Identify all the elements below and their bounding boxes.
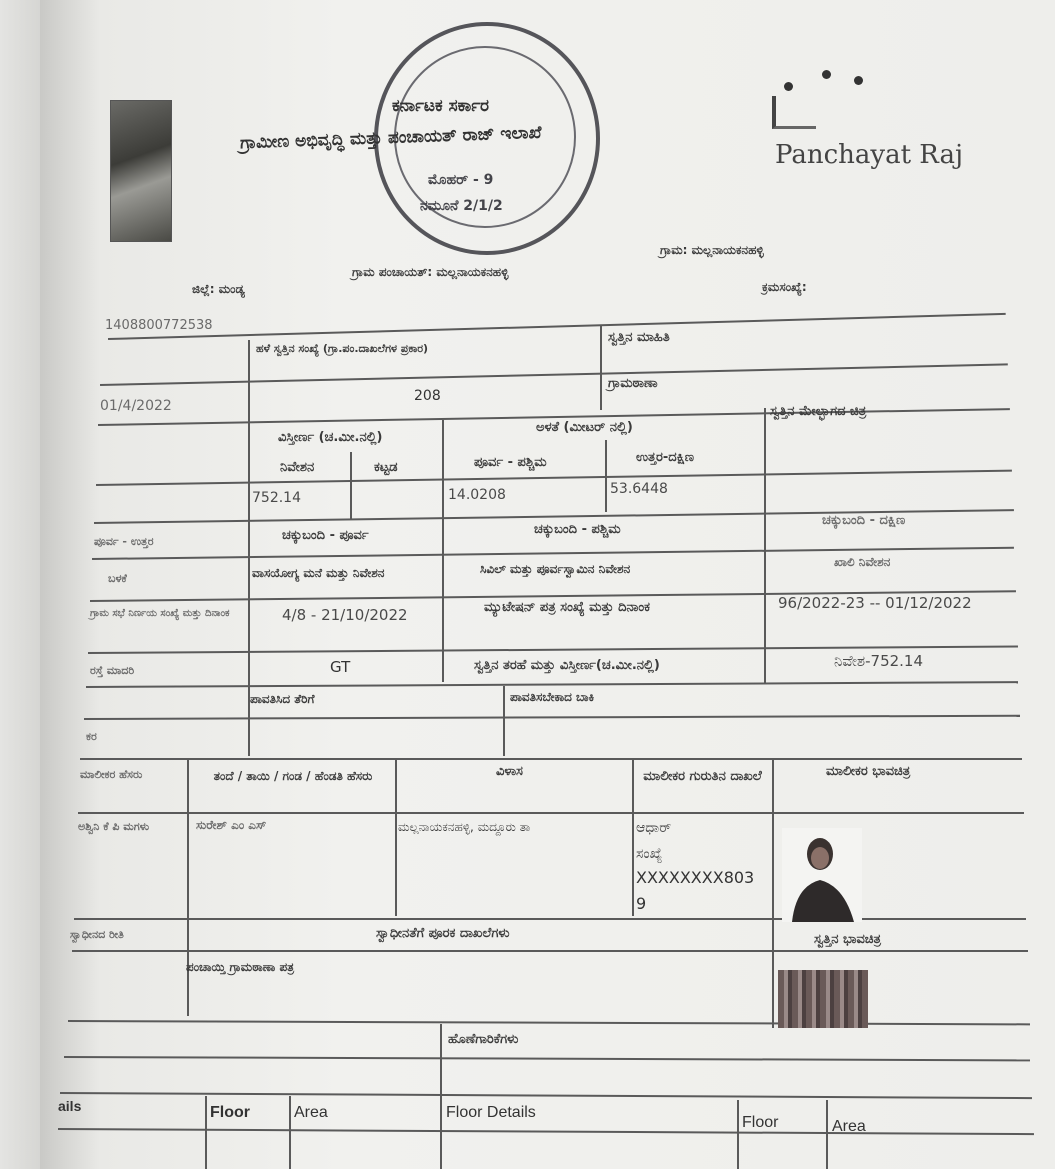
grid-vline: [503, 686, 505, 756]
grid-vline: [395, 760, 397, 916]
col-building: ಕಟ್ಟಡ: [374, 460, 398, 475]
grid-vline: [289, 1096, 291, 1169]
col-east-west: ಪೂರ್ವ - ಪಶ್ಚಿಮ: [474, 455, 547, 470]
emblem-image: [110, 100, 172, 242]
boundary-east: ಚಕ್ಕುಬಂದಿ - ಪೂರ್ವ: [282, 528, 369, 543]
property-photo: [778, 970, 868, 1028]
boundary-west: ಚಕ್ಕುಬಂದಿ - ಪಶ್ಚಿಮ: [534, 522, 621, 537]
brand-text: Panchayat Raj: [775, 140, 964, 170]
area-col-2: Area: [832, 1118, 866, 1135]
grid-vline: [826, 1100, 828, 1169]
grid-vline: [600, 326, 602, 410]
grid-vline: [605, 440, 607, 512]
road-label: ರಸ್ತೆ ಮಾದರಿ: [90, 664, 135, 677]
owner-name: ಅಶ್ವಿನಿ ಕೆ ಪಿ ಮಗಳು: [78, 820, 150, 833]
district-label: ಜಿಲ್ಲೆ: ಮಂಡ್ಯ: [192, 282, 245, 296]
floor-details-header: Floor Details: [446, 1104, 536, 1121]
col-north-south: ಉತ್ತರ-ದಕ್ಷಿಣ: [636, 450, 695, 465]
grid-vline: [442, 420, 444, 682]
seal-text-1: ಮೊಹರ್ - 9: [428, 172, 494, 188]
grid-vline: [440, 1024, 442, 1169]
seal-text-2: ನಮೂನೆ 2/1/2: [420, 198, 503, 214]
grid-line: [74, 918, 1026, 920]
owner-header: ಮಾಲೀಕರ ಹೆಸರು: [80, 768, 143, 781]
id-line-3: XXXXXXXX803: [636, 868, 755, 887]
grid-vline: [632, 760, 634, 916]
panchayat-raj-logo: [772, 62, 912, 132]
grid-line: [72, 950, 1028, 952]
grid-line: [80, 758, 1022, 760]
floor-col-1: Floor: [210, 1104, 250, 1121]
boundaries-label: ಪೂರ್ವ - ಉತ್ತರ: [94, 535, 154, 548]
area-col-1: Area: [294, 1104, 328, 1121]
resolution-value: 4/8 - 21/10/2022: [282, 606, 408, 624]
resolution-label: ಗ್ರಾಮ ಸಭೆ ನಿರ್ಣಯ ಸಂಖ್ಯೆ ಮತ್ತು ದಿನಾಂಕ: [90, 608, 230, 619]
grid-vline: [205, 1096, 207, 1169]
grid-vline: [737, 1100, 739, 1169]
length-label: ಅಳತೆ (ಮೀಟರ್ ನಲ್ಲಿ): [536, 420, 633, 435]
site-area-value: 752.14: [252, 490, 301, 506]
tax-due-label: ಪಾವತಿಸಬೇಕಾದ ಬಾಕಿ: [510, 690, 595, 704]
id-line-2: ಸಂಖ್ಯೆ: [636, 846, 663, 862]
usage-value-3: ಖಾಲಿ ನಿವೇಶನ: [834, 555, 891, 569]
dept-title: ಗ್ರಾಮೀಣ ಅಭಿವೃದ್ಧಿ ಮತ್ತು ಪಂಚಾಯತ್ ರಾಜ್ ಇಲಾಖೆ: [239, 122, 542, 154]
road-value: GT: [330, 658, 351, 676]
grid-vline: [764, 408, 766, 684]
grid-vline: [350, 452, 352, 520]
father-header: ತಂದೆ / ತಾಯಿ / ಗಂಡ / ಹೆಂಡತಿ ಹೆಸರು: [213, 769, 373, 783]
docs-label: ಸ್ವಾಧೀನತೆಗೆ ಪೂರಕ ದಾಖಲೆಗಳು: [376, 926, 510, 941]
type-area-label: ಸ್ವತ್ತಿನ ತರಹೆ ಮತ್ತು ವಿಸ್ತೀರ್ಣ(ಚ.ಮೀ.ನಲ್ಲಿ): [474, 658, 660, 673]
property-no-label: ಹಳೆ ಸ್ವತ್ತಿನ ಸಂಖ್ಯೆ (ಗ್ರಾ.ಪಂ.ದಾಖಲೆಗಳ ಪ್ರಕಾರ): [256, 342, 429, 355]
map-label: ಸ್ವತ್ತಿನ ಮೇಲ್ಭಾಗದ ಚಿತ್ರ: [770, 404, 867, 419]
grid-vline: [187, 760, 189, 1016]
tax-label: ಕರ: [86, 730, 97, 743]
photo-header: ಮಾಲೀಕರ ಭಾವಚಿತ್ರ: [826, 764, 911, 779]
east-west-value: 14.0208: [448, 487, 506, 503]
gp-label: ಗ್ರಾಮ ಪಂಚಾಯತ್: ಮಲ್ಲನಾಯಕನಹಳ್ಳಿ: [352, 265, 509, 279]
property-type-label: ಸ್ವತ್ತಿನ ಮಾಹಿತಿ: [608, 330, 670, 345]
property-photo-label: ಸ್ವತ್ತಿನ ಭಾವಚಿತ್ರ: [814, 932, 881, 947]
liabilities-label: ಹೊಣೆಗಾರಿಕೆಗಳು: [448, 1032, 519, 1047]
grid-vline: [772, 760, 774, 1028]
usage-value: ವಾಸಯೋಗ್ಯ ಮನೆ ಮತ್ತು ನಿವೇಶನ: [252, 566, 385, 580]
usage-label: ಬಳಕೆ: [108, 572, 127, 585]
col-site: ನಿವೇಶನ: [280, 460, 315, 475]
serial-number: 1408800772538: [105, 318, 213, 333]
id-header: ಮಾಲೀಕರ ಗುರುತಿನ ದಾಖಲೆ: [643, 769, 762, 784]
id-line-1: ಆಧಾರ್: [636, 820, 672, 836]
floor-col-2: Floor: [742, 1114, 779, 1131]
id-line-4: 9: [636, 894, 647, 913]
north-south-value: 53.6448: [610, 481, 668, 497]
boundary-south: ಚಕ್ಕುಬಂದಿ - ದಕ್ಷಿಣ: [822, 513, 906, 528]
grid-line: [78, 812, 1024, 814]
ownership-label: ಸ್ವಾಧೀನದ ರೀತಿ: [70, 928, 124, 941]
owner-address: ಮಲ್ಲನಾಯಕನಹಳ್ಳಿ, ಮದ್ದೂರು ತಾ: [398, 820, 531, 834]
floor-left-label: ails: [58, 1098, 82, 1114]
property-kind: ಗ್ರಾಮಠಾಣಾ: [608, 376, 658, 391]
mutation-label: ಮ್ಯುಟೇಷನ್ ಪತ್ರ ಸಂಖ್ಯೆ ಮತ್ತು ದಿನಾಂಕ: [484, 600, 650, 615]
area-label: ವಿಸ್ತೀರ್ಣ (ಚ.ಮೀ.ನಲ್ಲಿ): [278, 430, 383, 445]
owner-photo: [782, 828, 862, 922]
type-area-value: ನಿವೇಶ-752.14: [834, 652, 924, 670]
usage-value-2: ಸಿವಿಲ್ ಮತ್ತು ಪೂರ್ವಸ್ವಾಮಿನ ನಿವೇಶನ: [480, 562, 631, 576]
page-fold: [0, 0, 40, 1169]
tax-paid-label: ಪಾವತಿಸಿದ ತೆರಿಗೆ: [250, 692, 315, 706]
address-header: ವಿಳಾಸ: [496, 764, 523, 779]
serial-label: ಕ್ರಮಸಂಖ್ಯೆ:: [762, 280, 807, 294]
property-number: 208: [414, 388, 441, 404]
village-label: ಗ್ರಾಮ: ಮಲ್ಲನಾಯಕನಹಳ್ಳಿ: [660, 243, 764, 257]
docs-value: ಪಂಚಾಯ್ತಿ ಗ್ರಾಮಠಾಣಾ ಪತ್ರ: [186, 960, 295, 974]
left-code: 01/4/2022: [100, 398, 172, 414]
mutation-value: 96/2022-23 -- 01/12/2022: [778, 594, 972, 612]
govt-title: ಕರ್ನಾಟಕ ಸರ್ಕಾರ: [392, 96, 490, 116]
father-name: ಸುರೇಶ್ ಎಂ ಎಸ್: [196, 818, 267, 832]
